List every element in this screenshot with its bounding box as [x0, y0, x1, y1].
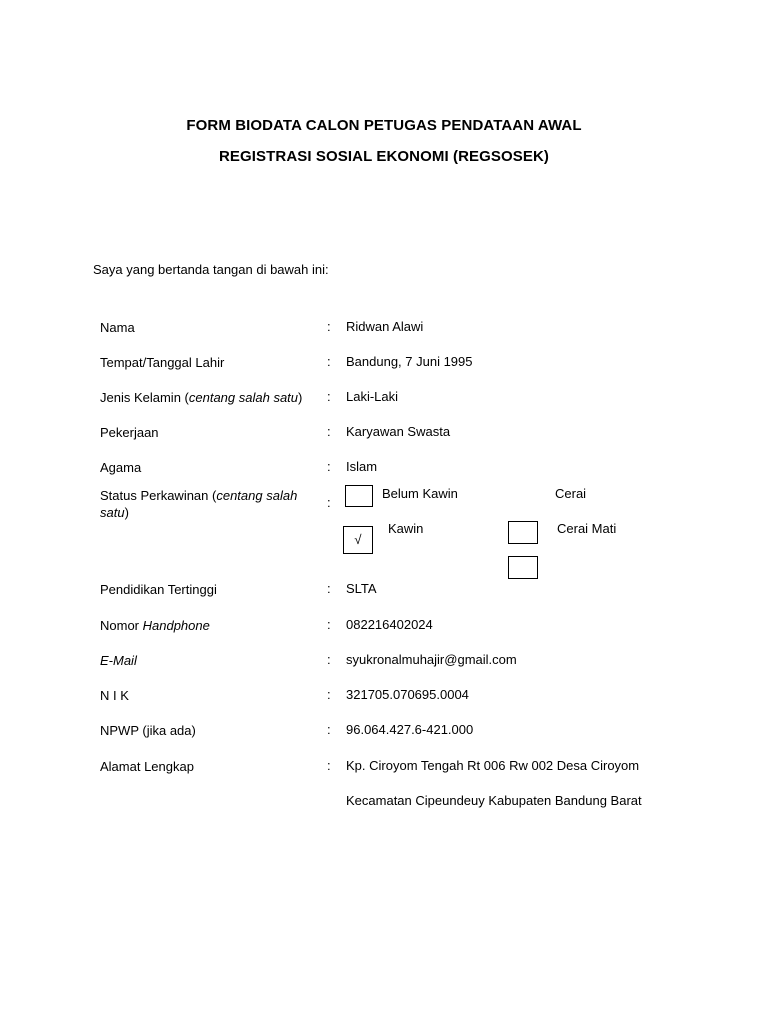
colon: :: [327, 459, 331, 474]
value-hp: 082216402024: [346, 617, 433, 632]
value-jenis-kelamin: Laki-Laki: [346, 389, 399, 404]
label-jenis-kelamin-italic: centang salah satu: [188, 390, 299, 405]
value-email: syukronalmuhajir@gmail.com: [346, 652, 517, 667]
label-status-end: ): [124, 505, 129, 520]
colon: :: [327, 687, 331, 702]
value-ttl: Bandung, 7 Juni 1995: [346, 354, 473, 369]
value-nik: 321705.070695.0004: [346, 687, 469, 702]
form-title: FORM BIODATA CALON PETUGAS PENDATAAN AWAL: [186, 117, 582, 134]
checkbox-kawin[interactable]: √: [343, 526, 373, 554]
option-belum-kawin: Belum Kawin: [382, 486, 458, 501]
colon: :: [327, 319, 331, 334]
option-cerai-mati: Cerai Mati: [557, 521, 617, 536]
label-npwp: NPWP (jika ada): [100, 723, 196, 738]
option-kawin: Kawin: [388, 521, 424, 536]
label-email-italic: E-Mail: [100, 653, 137, 668]
colon: :: [327, 758, 331, 773]
colon: :: [327, 389, 331, 404]
label-alamat: Alamat Lengkap: [100, 759, 194, 774]
label-hp-text: Nomor: [100, 618, 143, 633]
label-nik: N I K: [100, 688, 129, 703]
intro-text: Saya yang bertanda tangan di bawah ini:: [93, 262, 329, 277]
label-jenis-kelamin-end: ): [298, 390, 303, 405]
label-jenis-kelamin: [100, 389, 302, 406]
colon: :: [327, 495, 331, 510]
label-status-text: Status Perkawinan (: [100, 488, 217, 503]
value-nama: Ridwan Alawi: [346, 319, 424, 334]
value-agama: Islam: [346, 459, 378, 474]
colon: :: [327, 354, 331, 369]
label-nama: Nama: [100, 320, 135, 335]
value-pendidikan: SLTA: [346, 581, 377, 596]
colon: :: [327, 652, 331, 667]
checkbox-cerai-mati[interactable]: [508, 556, 538, 579]
value-npwp: 96.064.427.6-421.000: [346, 722, 474, 737]
label-pendidikan: Pendidikan Tertinggi: [100, 582, 217, 597]
colon: :: [327, 581, 331, 596]
colon: :: [327, 424, 331, 439]
label-hp: [100, 617, 210, 634]
value-alamat-line1: Kp. Ciroyom Tengah Rt 006 Rw 002 Desa Ciroyom: [346, 758, 640, 773]
label-pekerjaan: Pekerjaan: [100, 425, 159, 440]
checkbox-cerai[interactable]: [508, 521, 538, 544]
label-status-perkawinan: [100, 487, 297, 521]
label-ttl: Tempat/Tanggal Lahir: [100, 355, 225, 370]
label-agama: Agama: [100, 460, 142, 475]
value-alamat-line2: Kecamatan Cipeundeuy Kabupaten Bandung Barat: [346, 793, 642, 808]
value-pekerjaan: Karyawan Swasta: [346, 424, 451, 439]
label-email: [100, 652, 137, 669]
option-cerai: Cerai: [555, 486, 587, 501]
colon: :: [327, 722, 331, 737]
label-status-italic-1: centang salah: [216, 488, 298, 503]
colon: :: [327, 617, 331, 632]
label-status-italic-2: satu: [100, 505, 125, 520]
checkbox-belum-kawin[interactable]: [345, 485, 373, 507]
label-hp-italic: Handphone: [142, 618, 210, 633]
form-subtitle: REGISTRASI SOSIAL EKONOMI (REGSOSEK): [218, 148, 550, 165]
label-jenis-kelamin-text: Jenis Kelamin (: [100, 390, 189, 405]
